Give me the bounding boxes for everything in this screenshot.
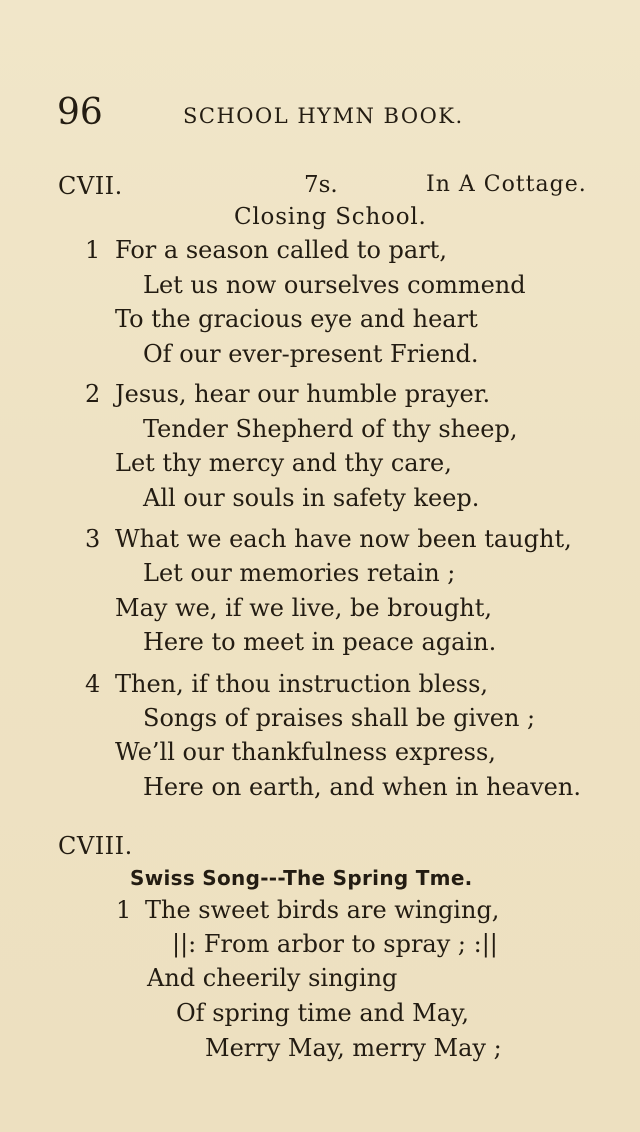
verse-number: 4 bbox=[85, 670, 101, 698]
verse-line: Of our ever-present Friend. bbox=[143, 340, 479, 368]
verse-number: 1 bbox=[116, 896, 132, 924]
verse-line: Let us now ourselves commend bbox=[143, 271, 526, 299]
verse-line: Songs of praises shall be given ; bbox=[143, 704, 536, 732]
verse-line: Jesus, hear our humble prayer. bbox=[115, 380, 491, 408]
page-number: 96 bbox=[57, 92, 103, 133]
verse-line: To the gracious eye and heart bbox=[115, 305, 478, 333]
verse-line: Let thy mercy and thy care, bbox=[115, 449, 452, 477]
verse-line: Let our memories retain ; bbox=[143, 559, 456, 587]
verse-number: 3 bbox=[85, 525, 101, 553]
verse-number: 2 bbox=[85, 380, 101, 408]
verse-line: All our souls in safety keep. bbox=[143, 484, 480, 512]
verse-line: Tender Shepherd of thy sheep, bbox=[143, 415, 518, 443]
verse-number: 1 bbox=[85, 236, 101, 264]
verse-line: Of spring time and May, bbox=[176, 999, 470, 1027]
verse-line: May we, if we live, be brought, bbox=[115, 594, 493, 622]
verse-line: What we each have now been taught, bbox=[115, 525, 572, 553]
verse-line: Then, if thou instruction bless, bbox=[115, 670, 489, 698]
verse-line: And cheerily singing bbox=[147, 964, 398, 992]
verse-line: For a season called to part, bbox=[115, 236, 447, 264]
hymn-meter: 7s. bbox=[304, 172, 338, 198]
verse-line: We’ll our thankfulness express, bbox=[115, 738, 496, 766]
running-head: SCHOOL HYMN BOOK. bbox=[183, 104, 464, 128]
verse-line: Here to meet in peace again. bbox=[143, 628, 497, 656]
hymn-number: CVIII. bbox=[58, 832, 133, 860]
hymn-subtitle: Swiss Song---The Spring Tme. bbox=[130, 866, 473, 890]
verse-line: Here on earth, and when in heaven. bbox=[143, 773, 581, 801]
hymn-tune: In A Cottage. bbox=[426, 172, 587, 197]
hymn-number: CVII. bbox=[58, 172, 123, 200]
hymn-subtitle: Closing School. bbox=[234, 204, 427, 230]
verse-line: Merry May, merry May ; bbox=[205, 1034, 502, 1062]
verse-line: ||: From arbor to spray ; :|| bbox=[172, 930, 498, 958]
verse-line: The sweet birds are winging, bbox=[145, 896, 500, 924]
